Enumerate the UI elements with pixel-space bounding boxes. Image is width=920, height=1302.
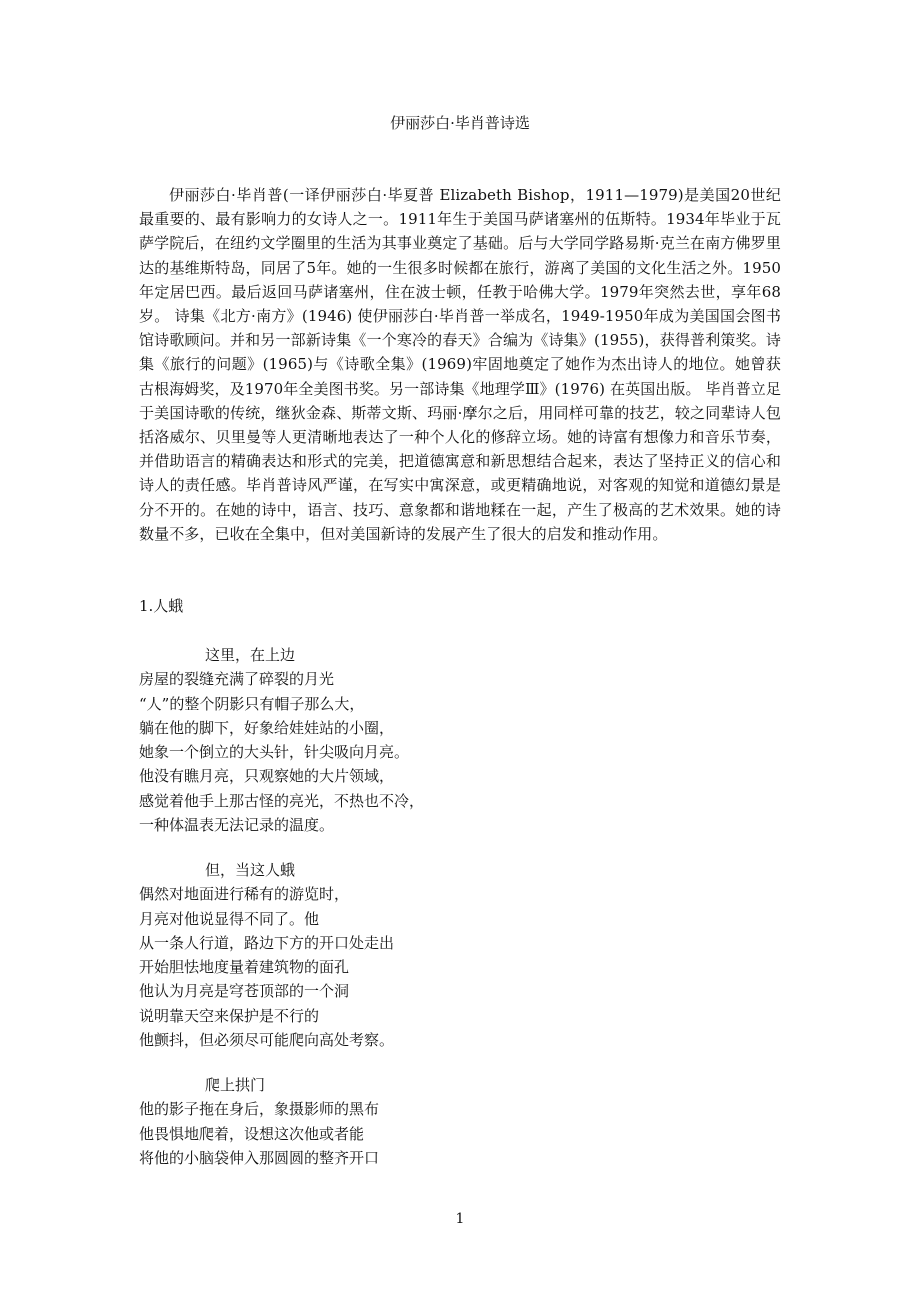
poem-line: 将他的小脑袋伸入那圆圆的整齐开口 [139, 1148, 380, 1167]
poem-line: 躺在他的脚下，好象给娃娃站的小圈， [139, 718, 395, 737]
poem-stanza-2 [139, 858, 739, 1052]
poem-line: “人”的整个阴影只有帽子那么大， [139, 694, 365, 713]
poem-line: 偶然对地面进行稀有的游览时， [139, 885, 350, 904]
page-number: 1 [455, 1211, 465, 1227]
poem-line: 她象一个倒立的大头针，针尖吸向月亮。 [139, 743, 410, 762]
poem-line: 爬上拱门 [205, 1076, 266, 1094]
poem-line: 从一条人行道，路边下方的开口处走出 [139, 933, 395, 952]
poem-line: 他认为月亮是穹苍顶部的一个洞 [139, 982, 350, 1001]
poem-heading: 1.人蛾 [139, 597, 184, 615]
poem-line: 他颤抖，但必须尽可能爬向高处考察。 [139, 1031, 395, 1050]
poem-line: 说明靠天空来保护是不行的 [139, 1006, 320, 1025]
poem-line: 但，当这人蛾 [205, 861, 296, 879]
poem-line: 月亮对他说显得不同了。他 [139, 909, 320, 928]
poem-stanza-1 [139, 643, 739, 837]
page-title: 伊丽莎白·毕肖普诗选 [390, 114, 530, 132]
poem-stanza-3 [139, 1073, 739, 1170]
poem-line: 开始胆怯地度量着建筑物的面孔 [139, 958, 350, 977]
intro-paragraph: 伊丽莎白·毕肖普(一译伊丽莎白·毕夏普 Elizabeth Bishop，1911—1979)是美国20世纪最重要的、最有影响力的女诗人之一。1911年生于美国马萨诸塞州的伍斯特。1934年毕业于瓦萨学院后，在纽约文学圈里的生活为其事业奠定了基础。后与大学同学路易斯·克兰在南方佛罗里达的基维斯特岛，同居了5年。她的一生很多时候都在旅行，游离了美国的文化生活之外。1950年定居巴西。最后返回马萨诸塞州，住在波士顿，任教于哈佛大学。1979年突然去世，享年68岁。 诗集《北方·南方》(1946) 使伊丽莎白·毕肖普一举成名，1949-1950年成为美国国会图书馆诗歌顾问。并和另一部新诗集《一个寒冷的春天》合编为《诗集》(1955)，获得普利策奖。诗集《旅行的问题》(1965)与《诗歌全集》(1969)牢固地奠定了她作为杰出诗人的地位。她曾获古根海姆奖，及1970年全美图书奖。另一部诗集《地理学Ⅲ》(1976) 在英国出版。 毕肖普立足于美国诗歌的传统，继狄金森、斯蒂文斯、玛丽·摩尔之后，用同样可靠的技艺，较之同辈诗人包括洛威尔、贝里曼等人更清晰地表达了一种个人化的修辞立场。她的诗富有想像力和音乐节奏，并借助语言的精确表达和形式的完美，把道德寓意和新思想结合起来，表达了坚持正义的信心和诗人的责任感。毕肖普诗风严谨，在写实中寓深意，或更精确地说，对客观的知觉和道德幻景是分不开的。在她的诗中，语言、技巧、意象都和谐地糅在一起，产生了极高的艺术效果。她的诗数量不多，已收在全集中，但对美国新诗的发展产生了很大的启发和推动作用。 [139, 186, 781, 543]
poem-line: 房屋的裂缝充满了碎裂的月光 [139, 670, 335, 689]
poem-line: 他没有瞧月亮，只观察她的大片领域， [139, 767, 395, 786]
poem-line: 他的影子拖在身后，象摄影师的黑布 [139, 1100, 380, 1119]
poem-line: 这里，在上边 [205, 646, 296, 664]
poem-line: 一种体温表无法记录的温度。 [139, 816, 335, 835]
poem-line: 他畏惧地爬着，设想这次他或者能 [139, 1124, 365, 1143]
poem-line: 感觉着他手上那古怪的亮光，不热也不冷， [139, 791, 425, 810]
